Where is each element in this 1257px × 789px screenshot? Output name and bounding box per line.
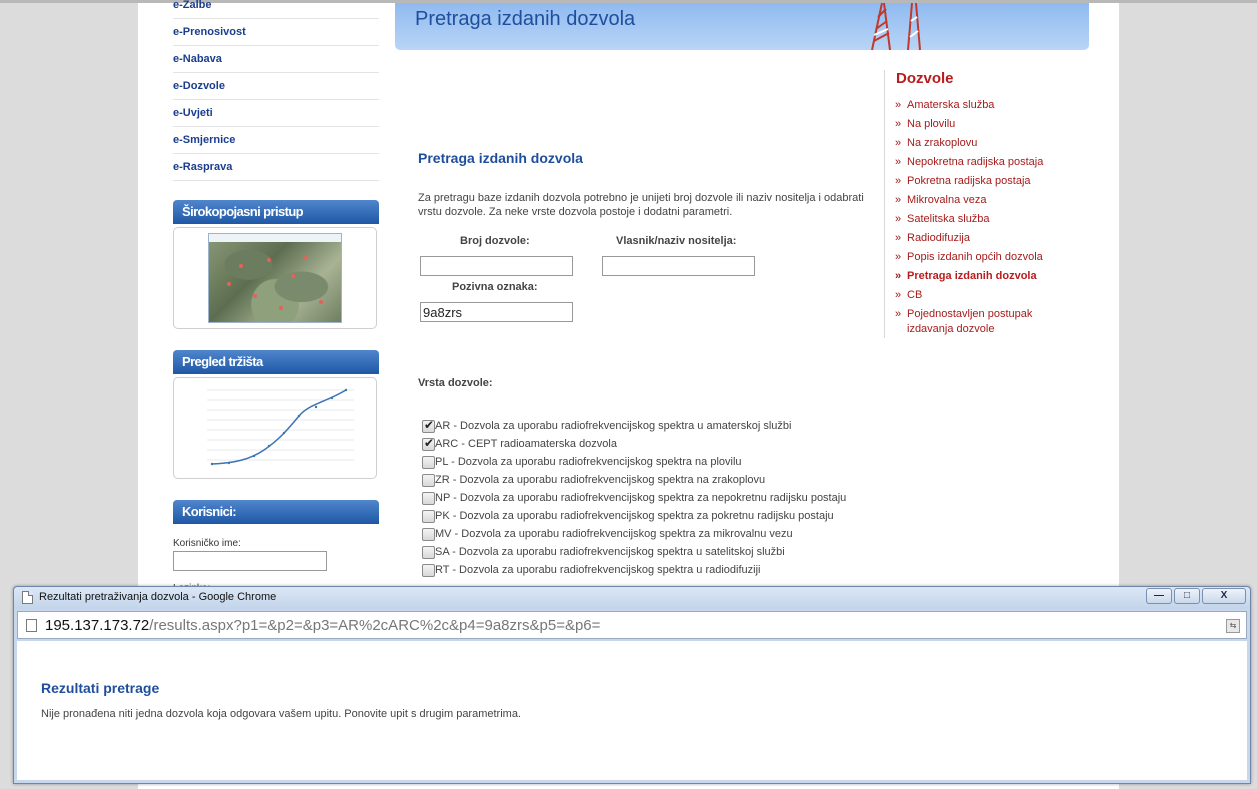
map-marker xyxy=(267,258,271,262)
intro-text: Za pretragu baze izdanih dozvola potrebno je unijeti broj dozvole ili naziv nositelja i odabrati vrstu dozvole. Za neke vrste dozvola postoje i dodatni parametri. xyxy=(418,192,864,218)
vlasnik-label: Vlasnik/naziv nositelja: xyxy=(616,235,737,247)
users-box-header xyxy=(173,500,379,524)
broadband-map-box[interactable] xyxy=(173,227,377,329)
left-nav-item[interactable] xyxy=(173,100,379,127)
license-type-checkbox[interactable] xyxy=(422,564,435,577)
sidebar-item[interactable]: » Na plovilu xyxy=(895,117,1080,132)
right-sidebar xyxy=(884,70,1084,338)
license-type-row[interactable] xyxy=(422,472,765,488)
username-label: Korisničko ime: xyxy=(173,538,241,549)
license-type-label: AR - Dozvola za uporabu radiofrekvencijskog spektra u amaterskoj službi xyxy=(435,420,792,432)
antenna-tower-image xyxy=(860,3,930,50)
license-type-row[interactable] xyxy=(422,490,846,506)
left-nav-item[interactable] xyxy=(173,154,379,181)
broadband-box-title: Širokopojasni pristup xyxy=(182,204,304,219)
sidebar-item[interactable]: » Pokretna radijska postaja xyxy=(895,174,1080,189)
map-marker xyxy=(279,306,283,310)
pozivna-oznaka-label: Pozivna oznaka: xyxy=(452,281,538,293)
page-icon xyxy=(22,591,33,604)
broj-dozvole-input[interactable] xyxy=(420,256,573,276)
chart-point xyxy=(331,397,333,399)
license-type-row[interactable] xyxy=(422,508,834,524)
license-type-checkbox[interactable] xyxy=(422,456,435,469)
left-nav-item[interactable] xyxy=(173,0,379,19)
sidebar-item[interactable]: » Mikrovalna veza xyxy=(895,193,1080,208)
license-type-checkbox[interactable] xyxy=(422,528,435,541)
url-text[interactable] xyxy=(45,617,600,634)
pozivna-oznaka-input[interactable] xyxy=(420,302,573,322)
address-bar[interactable] xyxy=(17,611,1247,639)
license-type-label: ZR - Dozvola za uporabu radiofrekvencijskog spektra na zrakoplovu xyxy=(435,474,766,486)
license-type-checkbox[interactable] xyxy=(422,474,435,487)
chart-point xyxy=(298,415,300,417)
chart-point xyxy=(315,406,317,408)
license-type-label: PL - Dozvola za uporabu radiofrekvencijskog spektra na plovilu xyxy=(435,456,742,468)
broj-dozvole-label: Broj dozvole: xyxy=(460,235,530,247)
banner-title: Pretraga izdanih dozvola xyxy=(415,8,636,30)
left-nav-item[interactable] xyxy=(173,46,379,73)
username-input[interactable] xyxy=(173,551,327,571)
maximize-button[interactable]: □ xyxy=(1174,588,1200,604)
window-controls xyxy=(1144,588,1246,604)
header-banner xyxy=(395,3,1089,50)
sidebar-heading: Dozvole xyxy=(896,70,954,87)
window-title: Rezultati pretraživanja dozvola - Google Chrome xyxy=(39,591,277,603)
left-nav-link-esmjernice[interactable]: e-Smjernice xyxy=(173,134,236,146)
chart-gridlines xyxy=(207,390,354,460)
left-nav-item[interactable] xyxy=(173,73,379,100)
market-chart-thumbnail[interactable] xyxy=(174,378,378,480)
page-icon xyxy=(26,619,37,632)
vrsta-dozvole-label: Vrsta dozvole: xyxy=(418,377,493,389)
license-type-row[interactable] xyxy=(422,562,760,578)
market-box-header xyxy=(173,350,379,374)
window-titlebar[interactable] xyxy=(14,587,1250,609)
left-nav-item[interactable] xyxy=(173,19,379,46)
users-box-title: Korisnici: xyxy=(182,504,236,519)
map-marker xyxy=(253,294,257,298)
vlasnik-input[interactable] xyxy=(602,256,755,276)
sidebar-item[interactable]: » Popis izdanih općih dozvola xyxy=(895,250,1080,265)
sidebar-item[interactable]: » Na zrakoplovu xyxy=(895,136,1080,151)
map-marker xyxy=(304,256,308,260)
license-type-checkbox[interactable] xyxy=(422,546,435,559)
left-nav-link-ezalbe[interactable]: e-Žalbe xyxy=(173,0,212,11)
map-marker xyxy=(227,282,231,286)
url-host: 195.137.173.72 xyxy=(45,617,150,634)
left-nav xyxy=(173,0,379,181)
license-type-checkbox[interactable] xyxy=(422,510,435,523)
chart-point xyxy=(211,463,213,465)
broadband-box-header xyxy=(173,200,379,224)
chart-point xyxy=(345,389,347,391)
sidebar-nav xyxy=(895,98,1080,341)
left-nav-link-enabava[interactable]: e-Nabava xyxy=(173,53,222,65)
close-button[interactable]: X xyxy=(1202,588,1246,604)
map-marker xyxy=(291,274,295,278)
chart-point xyxy=(253,455,255,457)
license-type-row[interactable] xyxy=(422,454,742,470)
left-nav-item[interactable] xyxy=(173,127,379,154)
left-nav-link-euvjeti[interactable]: e-Uvjeti xyxy=(173,107,213,119)
map-marker xyxy=(239,264,243,268)
license-type-row[interactable] xyxy=(422,544,785,560)
license-type-label: ARC - CEPT radioamaterska dozvola xyxy=(435,438,617,450)
left-nav-link-erasprava[interactable]: e-Rasprava xyxy=(173,161,233,173)
license-type-label: SA - Dozvola za uporabu radiofrekvencijskog spektra u satelitskoj službi xyxy=(435,546,785,558)
license-type-checkbox[interactable] xyxy=(422,492,435,505)
broadband-map-image[interactable] xyxy=(208,233,342,323)
market-chart-box[interactable] xyxy=(173,377,377,479)
results-heading: Rezultati pretrage xyxy=(41,680,160,696)
license-type-label: RT - Dozvola za uporabu radiofrekvencijskog spektra u radiodifuziji xyxy=(435,564,761,576)
chart-trend-line xyxy=(212,390,346,464)
sidebar-item[interactable]: » CB xyxy=(895,288,1080,303)
translate-icon[interactable]: ⇆ xyxy=(1226,619,1240,633)
chart-point xyxy=(228,462,230,464)
map-marker xyxy=(319,300,323,304)
license-type-label: PK - Dozvola za uporabu radiofrekvencijskog spektra za pokretnu radijsku postaju xyxy=(435,510,834,522)
sidebar-item[interactable]: » Radiodifuzija xyxy=(895,231,1080,246)
sidebar-item[interactable]: » Satelitska služba xyxy=(895,212,1080,227)
license-type-checkbox[interactable] xyxy=(422,420,435,433)
results-message: Nije pronađena niti jedna dozvola koja odgovara vašem upitu. Ponovite upit s drugim parametrima. xyxy=(41,708,521,720)
sidebar-item[interactable]: » Pretraga izdanih dozvola xyxy=(895,269,1080,284)
url-path: /results.aspx?p1=&p2=&p3=AR%2cARC%2c&p4=9a8zrs&p5=&p6= xyxy=(149,617,601,634)
license-type-label: MV - Dozvola za uporabu radiofrekvencijskog spektra za mikrovalnu vezu xyxy=(435,528,793,540)
license-type-row[interactable] xyxy=(422,436,617,452)
chart-point xyxy=(268,445,270,447)
page-heading: Pretraga izdanih dozvola xyxy=(418,150,583,166)
left-nav-link-eprenosivost[interactable]: e-Prenosivost xyxy=(173,26,246,38)
license-type-label: NP - Dozvola za uporabu radiofrekvencijskog spektra za nepokretnu radijsku postaju xyxy=(435,492,847,504)
minimize-button[interactable]: — xyxy=(1146,588,1172,604)
chart-point xyxy=(283,432,285,434)
sidebar-item[interactable]: » Pojednostavljen postupak izdavanja dozvole xyxy=(895,307,1080,337)
license-type-row[interactable] xyxy=(422,526,793,542)
license-type-row[interactable] xyxy=(422,418,791,434)
sidebar-item[interactable]: » Amaterska služba xyxy=(895,98,1080,113)
sidebar-item[interactable]: » Nepokretna radijska postaja xyxy=(895,155,1080,170)
popup-content xyxy=(17,641,1247,780)
license-type-checkbox[interactable] xyxy=(422,438,435,451)
left-nav-link-edozvole[interactable]: e-Dozvole xyxy=(173,80,225,92)
market-box-title: Pregled tržišta xyxy=(182,354,263,369)
map-thumb-header xyxy=(209,234,341,242)
chrome-popup-window xyxy=(13,586,1251,784)
